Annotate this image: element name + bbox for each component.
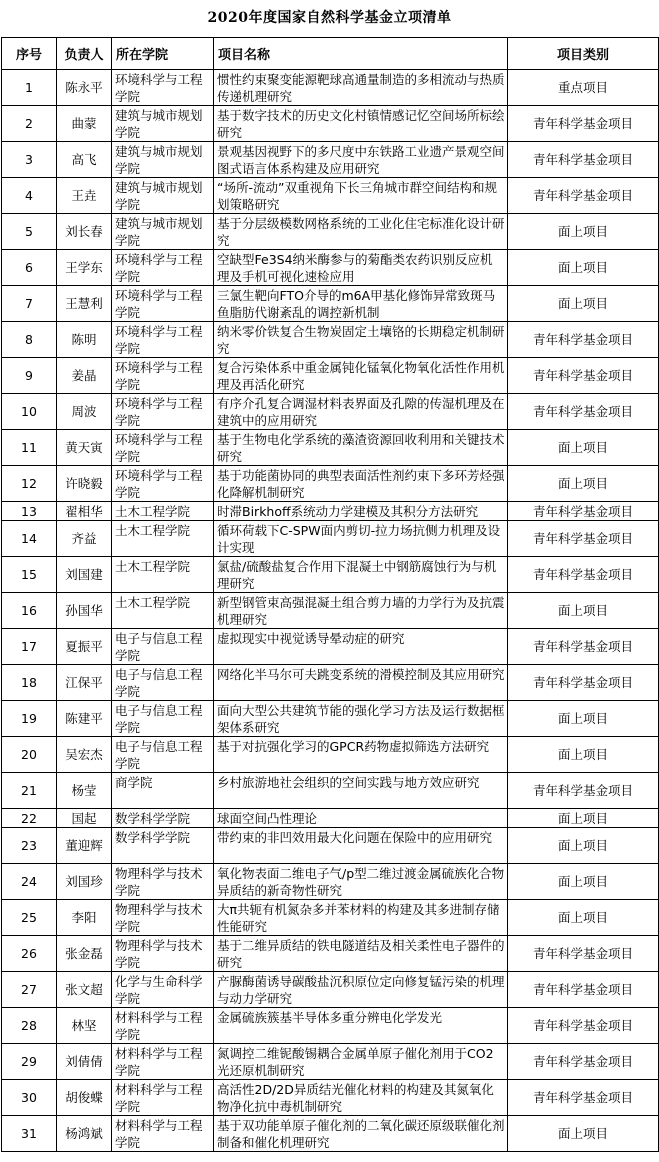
row-college: 环境科学与工程学院: [112, 250, 214, 286]
row-project-name: 时滞Birkhoff系统动力学建模及其积分方法研究: [214, 502, 508, 521]
row-number: 15: [2, 557, 57, 593]
row-number: 7: [2, 286, 57, 322]
row-college: 物理科学与技术学院: [112, 936, 214, 972]
row-project-name: 复合污染体系中重金属钝化锰氧化物氧化活性作用机理及再活化研究: [214, 358, 508, 394]
row-number: 22: [2, 809, 57, 828]
row-college: 环境科学与工程学院: [112, 322, 214, 358]
row-college: 建筑与城市规划学院: [112, 178, 214, 214]
table-row: [2, 214, 659, 250]
row-number: 30: [2, 1080, 57, 1116]
row-person: 陈永平: [57, 70, 112, 106]
row-number: 17: [2, 629, 57, 665]
row-number: 29: [2, 1044, 57, 1080]
row-college: 建筑与城市规划学院: [112, 142, 214, 178]
row-project-type: 青年科学基金项目: [508, 972, 659, 1008]
row-project-type: 青年科学基金项目: [508, 521, 659, 557]
row-number: 31: [2, 1116, 57, 1152]
row-college: 土木工程学院: [112, 521, 214, 557]
row-project-type: 青年科学基金项目: [508, 358, 659, 394]
row-project-type: 面上项目: [508, 214, 659, 250]
table-row: [2, 593, 659, 629]
header-college: 所在学院: [112, 38, 214, 70]
row-project-type: 面上项目: [508, 250, 659, 286]
row-project-name: 网络化半马尔可夫跳变系统的滑模控制及其应用研究: [214, 665, 508, 701]
row-person: 江保平: [57, 665, 112, 701]
row-college: 电子与信息工程学院: [112, 665, 214, 701]
row-project-type: 青年科学基金项目: [508, 502, 659, 521]
row-number: 24: [2, 864, 57, 900]
row-person: 国起: [57, 809, 112, 828]
row-college: 土木工程学院: [112, 502, 214, 521]
row-project-name: 三氯生靶向FTO介导的m6A甲基化修饰异常致斑马鱼脂肪代谢紊乱的调控新机制: [214, 286, 508, 322]
row-person: 王慧利: [57, 286, 112, 322]
row-project-type: 面上项目: [508, 828, 659, 864]
row-project-type: 面上项目: [508, 900, 659, 936]
row-college: 土木工程学院: [112, 557, 214, 593]
row-number: 28: [2, 1008, 57, 1044]
row-project-name: 景观基因视野下的多尺度中东铁路工业遗产景观空间图式语言体系构建及应用研究: [214, 142, 508, 178]
table-row: [2, 1116, 659, 1152]
row-project-type: 面上项目: [508, 430, 659, 466]
table-row: [2, 900, 659, 936]
row-project-type: 青年科学基金项目: [508, 936, 659, 972]
table-row: [2, 521, 659, 557]
row-number: 16: [2, 593, 57, 629]
row-project-name: 惯性约束聚变能源靶球高通量制造的多相流动与热质传递机理研究: [214, 70, 508, 106]
row-college: 环境科学与工程学院: [112, 394, 214, 430]
row-number: 2: [2, 106, 57, 142]
row-person: 杨莹: [57, 773, 112, 809]
table-row: [2, 142, 659, 178]
row-project-name: 氯盐/硫酸盐复合作用下混凝土中钢筋腐蚀行为与机理研究: [214, 557, 508, 593]
row-person: 董迎辉: [57, 828, 112, 864]
row-college: 数学科学学院: [112, 809, 214, 828]
row-person: 刘国珍: [57, 864, 112, 900]
row-number: 26: [2, 936, 57, 972]
row-project-type: 青年科学基金项目: [508, 557, 659, 593]
row-project-type: 青年科学基金项目: [508, 1080, 659, 1116]
table-row: [2, 1008, 659, 1044]
table-row: [2, 358, 659, 394]
table-row: [2, 665, 659, 701]
row-number: 1: [2, 70, 57, 106]
table-row: [2, 502, 659, 521]
row-college: 商学院: [112, 773, 214, 809]
row-project-name: 乡村旅游地社会组织的空间实践与地方效应研究: [214, 773, 508, 809]
row-project-name: 球面空间凸性理论: [214, 809, 508, 828]
row-project-type: 青年科学基金项目: [508, 322, 659, 358]
table-row: [2, 773, 659, 809]
row-number: 8: [2, 322, 57, 358]
project-table: [1, 37, 659, 1152]
row-college: 电子与信息工程学院: [112, 737, 214, 773]
row-project-name: 有序介孔复合调湿材料表界面及孔隙的传湿机理及在建筑中的应用研究: [214, 394, 508, 430]
row-project-type: 青年科学基金项目: [508, 629, 659, 665]
row-person: 夏振平: [57, 629, 112, 665]
row-project-type: 青年科学基金项目: [508, 106, 659, 142]
row-person: 李阳: [57, 900, 112, 936]
row-number: 12: [2, 466, 57, 502]
row-project-type: 青年科学基金项目: [508, 1008, 659, 1044]
row-project-name: 纳米零价铁复合生物炭固定土壤铬的长期稳定机制研究: [214, 322, 508, 358]
row-college: 建筑与城市规划学院: [112, 106, 214, 142]
row-college: 材料科学与工程学院: [112, 1008, 214, 1044]
row-number: 21: [2, 773, 57, 809]
row-project-name: 虚拟现实中视觉诱导晕动症的研究: [214, 629, 508, 665]
table-row: [2, 557, 659, 593]
row-college: 材料科学与工程学院: [112, 1116, 214, 1152]
row-person: 王垚: [57, 178, 112, 214]
row-project-name: 基于双功能单原子催化剂的二氧化碳还原级联催化剂制备和催化机理研究: [214, 1116, 508, 1152]
table-row: [2, 70, 659, 106]
row-college: 化学与生命科学学院: [112, 972, 214, 1008]
table-row: [2, 1080, 659, 1116]
row-person: 刘国建: [57, 557, 112, 593]
table-row: [2, 629, 659, 665]
row-project-name: 循环荷载下C-SPW面内剪切-拉力场抗侧力机理及设计实现: [214, 521, 508, 557]
table-row: [2, 466, 659, 502]
row-project-name: 基于二维异质结的铁电隧道结及相关柔性电子器件的研究: [214, 936, 508, 972]
table-row: [2, 737, 659, 773]
row-project-type: 面上项目: [508, 466, 659, 502]
table-row: [2, 178, 659, 214]
row-project-type: 面上项目: [508, 1116, 659, 1152]
table-row: [2, 864, 659, 900]
row-college: 材料科学与工程学院: [112, 1044, 214, 1080]
row-project-type: 面上项目: [508, 864, 659, 900]
row-project-name: 金属硫族簇基半导体多重分辨电化学发光: [214, 1008, 508, 1044]
row-college: 建筑与城市规划学院: [112, 214, 214, 250]
header-person: 负责人: [57, 38, 112, 70]
table-header-row: [2, 38, 659, 70]
row-project-name: 带约束的非凹效用最大化问题在保险中的应用研究: [214, 828, 508, 864]
row-project-type: 青年科学基金项目: [508, 1044, 659, 1080]
row-project-name: 空缺型Fe3S4纳米酶参与的菊酯类农药识别反应机理及手机可视化速检应用: [214, 250, 508, 286]
row-project-name: 产脲酶菌诱导碳酸盐沉积原位定向修复锰污染的机理与动力学研究: [214, 972, 508, 1008]
row-person: 齐益: [57, 521, 112, 557]
row-number: 27: [2, 972, 57, 1008]
row-number: 5: [2, 214, 57, 250]
table-row: [2, 250, 659, 286]
row-project-name: 基于数字技术的历史文化村镇情感记忆空间场所标绘研究: [214, 106, 508, 142]
row-college: 电子与信息工程学院: [112, 629, 214, 665]
row-college: 物理科学与技术学院: [112, 900, 214, 936]
row-college: 土木工程学院: [112, 593, 214, 629]
row-project-name: 基于生物电化学系统的藻渣资源回收利用和关键技术研究: [214, 430, 508, 466]
row-number: 6: [2, 250, 57, 286]
table-row: [2, 972, 659, 1008]
table-row: [2, 322, 659, 358]
row-project-type: 面上项目: [508, 593, 659, 629]
table-row: [2, 106, 659, 142]
row-person: 周波: [57, 394, 112, 430]
row-person: 林坚: [57, 1008, 112, 1044]
row-person: 孙国华: [57, 593, 112, 629]
row-project-type: 面上项目: [508, 701, 659, 737]
row-person: 张金磊: [57, 936, 112, 972]
row-project-name: 氮调控二维铌酸锡耦合金属单原子催化剂用于CO2光还原机制研究: [214, 1044, 508, 1080]
row-project-name: 基于对抗强化学习的GPCR药物虚拟筛选方法研究: [214, 737, 508, 773]
row-college: 材料科学与工程学院: [112, 1080, 214, 1116]
row-number: 9: [2, 358, 57, 394]
row-person: 曲蒙: [57, 106, 112, 142]
row-college: 环境科学与工程学院: [112, 358, 214, 394]
table-row: [2, 394, 659, 430]
row-person: 刘长春: [57, 214, 112, 250]
row-person: 吴宏杰: [57, 737, 112, 773]
header-no: 序号: [2, 38, 57, 70]
row-project-type: 面上项目: [508, 286, 659, 322]
row-project-type: 青年科学基金项目: [508, 773, 659, 809]
row-project-type: 青年科学基金项目: [508, 665, 659, 701]
row-person: 陈建平: [57, 701, 112, 737]
table-row: [2, 936, 659, 972]
row-person: 翟相华: [57, 502, 112, 521]
row-project-type: 面上项目: [508, 737, 659, 773]
row-college: 环境科学与工程学院: [112, 70, 214, 106]
row-college: 环境科学与工程学院: [112, 430, 214, 466]
row-project-type: 重点项目: [508, 70, 659, 106]
row-project-name: 氧化物表面二维电子气/p型二维过渡金属硫族化合物异质结的新奇物性研究: [214, 864, 508, 900]
table-row: [2, 828, 659, 864]
header-type: 项目类别: [508, 38, 659, 70]
row-college: 电子与信息工程学院: [112, 701, 214, 737]
row-person: 许晓毅: [57, 466, 112, 502]
table-row: [2, 286, 659, 322]
row-number: 13: [2, 502, 57, 521]
row-number: 3: [2, 142, 57, 178]
row-project-name: 基于分层级模数网格系统的工业化住宅标准化设计研究: [214, 214, 508, 250]
row-project-type: 青年科学基金项目: [508, 394, 659, 430]
row-person: 杨鸿斌: [57, 1116, 112, 1152]
row-person: 王学东: [57, 250, 112, 286]
row-project-type: 青年科学基金项目: [508, 142, 659, 178]
row-number: 14: [2, 521, 57, 557]
row-project-name: 大π共轭有机氮杂多并苯材料的构建及其多进制存储性能研究: [214, 900, 508, 936]
row-project-type: 青年科学基金项目: [508, 178, 659, 214]
row-project-name: 面向大型公共建筑节能的强化学习方法及运行数据框架体系研究: [214, 701, 508, 737]
row-number: 18: [2, 665, 57, 701]
row-project-name: 基于功能菌协同的典型表面活性剂约束下多环芳烃强化降解机制研究: [214, 466, 508, 502]
row-project-type: 面上项目: [508, 809, 659, 828]
row-person: 刘倩倩: [57, 1044, 112, 1080]
row-person: 黄天寅: [57, 430, 112, 466]
table-row: [2, 430, 659, 466]
row-college: 环境科学与工程学院: [112, 286, 214, 322]
row-person: 张文超: [57, 972, 112, 1008]
table-row: [2, 701, 659, 737]
row-number: 25: [2, 900, 57, 936]
row-number: 19: [2, 701, 57, 737]
table-row: [2, 1044, 659, 1080]
row-number: 10: [2, 394, 57, 430]
row-person: 陈明: [57, 322, 112, 358]
row-college: 环境科学与工程学院: [112, 466, 214, 502]
row-person: 高飞: [57, 142, 112, 178]
row-project-name: 高活性2D/2D异质结光催化材料的构建及其氮氧化物净化抗中毒机制研究: [214, 1080, 508, 1116]
row-project-name: “场所-流动”双重视角下长三角城市群空间结构和规划策略研究: [214, 178, 508, 214]
row-person: 姜晶: [57, 358, 112, 394]
row-number: 4: [2, 178, 57, 214]
row-project-name: 新型钢管束高强混凝土组合剪力墙的力学行为及抗震机理研究: [214, 593, 508, 629]
header-project: 项目名称: [214, 38, 508, 70]
row-college: 数学科学学院: [112, 828, 214, 864]
row-number: 11: [2, 430, 57, 466]
document-title: 2020年度国家自然科学基金立项清单: [207, 10, 452, 26]
table-row: [2, 809, 659, 828]
row-number: 20: [2, 737, 57, 773]
row-college: 物理科学与技术学院: [112, 864, 214, 900]
row-person: 胡俊蝶: [57, 1080, 112, 1116]
row-number: 23: [2, 828, 57, 864]
